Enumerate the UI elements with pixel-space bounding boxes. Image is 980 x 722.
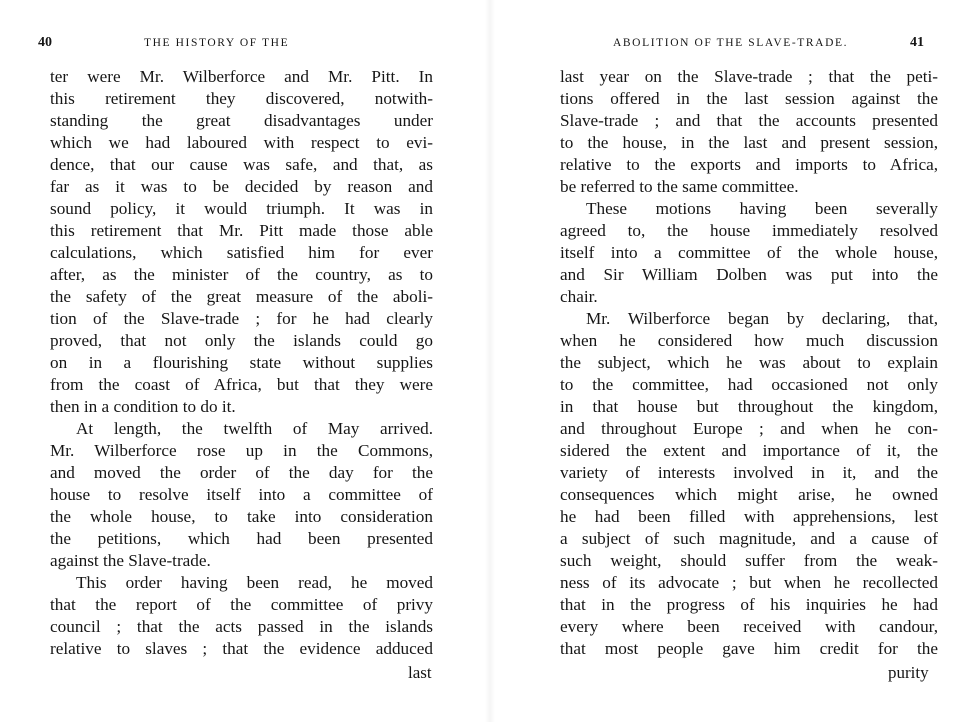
text-line: the whole house, to take into consideration <box>50 507 433 526</box>
text-line: relative to slaves ; that the evidence adduced <box>50 639 433 658</box>
right-page-body <box>560 66 938 660</box>
text-line: and Sir William Dolben was put into the <box>560 265 938 284</box>
text-line: proved, that not only the islands could go <box>50 331 433 350</box>
text-line: house to resolve itself into a committee of <box>50 485 433 504</box>
text-line: which we had laboured with respect to evi- <box>50 133 433 152</box>
text-line: This order having been read, he moved <box>76 573 433 592</box>
text-line: At length, the twelfth of May arrived. <box>76 419 433 438</box>
left-running-head: THE HISTORY OF THE <box>144 37 290 49</box>
text-line: calculations, which satisfied him for ever <box>50 243 433 262</box>
text-line: Mr. Wilberforce began by declaring, that, <box>586 309 938 328</box>
text-line: tion of the Slave-trade ; for he had clearly <box>50 309 433 328</box>
text-line: on in a flourishing state without supplies <box>50 353 433 372</box>
text-line: far as it was to be decided by reason and <box>50 177 433 196</box>
text-line: be referred to the same committee. <box>560 177 799 196</box>
text-line: against the Slave-trade. <box>50 551 211 570</box>
text-line: variety of interests involved in it, and the <box>560 463 938 482</box>
text-line: every where been received with candour, <box>560 617 938 636</box>
text-line: that the report of the committee of privy <box>50 595 433 614</box>
left-page-body <box>50 66 433 660</box>
text-line: Slave-trade ; and that the accounts presented <box>560 111 938 130</box>
text-line: itself into a committee of the whole house, <box>560 243 938 262</box>
text-line: that in the progress of his inquiries he had <box>560 595 938 614</box>
text-line: the safety of the great measure of the aboli- <box>50 287 433 306</box>
left-page-number: 40 <box>38 35 52 50</box>
right-page-number: 41 <box>910 35 924 50</box>
text-line: chair. <box>560 287 598 306</box>
text-line: relative to the exports and imports to Africa, <box>560 155 938 174</box>
text-line: then in a condition to do it. <box>50 397 236 416</box>
text-line: sidered the extent and importance of it, the <box>560 441 938 460</box>
text-line: a subject of such magnitude, and a cause of <box>560 529 938 548</box>
text-line: agreed to, the house immediately resolved <box>560 221 938 240</box>
text-line: the subject, which he was about to explain <box>560 353 938 372</box>
text-line: consequences which might arise, he owned <box>560 485 938 504</box>
right-running-head: ABOLITION OF THE SLAVE-TRADE. <box>613 37 849 49</box>
right-page <box>490 0 980 722</box>
text-line: dence, that our cause was safe, and that, as <box>50 155 433 174</box>
text-line: when he considered how much discussion <box>560 331 938 350</box>
text-line: such weight, should suffer from the weak- <box>560 551 938 570</box>
text-line: to the committee, had occasioned not only <box>560 375 938 394</box>
left-catchword: last <box>408 663 432 682</box>
text-line: this retirement they discovered, notwith- <box>50 89 433 108</box>
text-line: These motions having been severally <box>586 199 938 218</box>
text-line: ter were Mr. Wilberforce and Mr. Pitt. In <box>50 67 433 86</box>
text-line: Mr. Wilberforce rose up in the Commons, <box>50 441 433 460</box>
right-catchword: purity <box>888 663 929 682</box>
text-line: from the coast of Africa, but that they were <box>50 375 433 394</box>
text-line: tions offered in the last session against the <box>560 89 938 108</box>
text-line: last year on the Slave-trade ; that the peti- <box>560 67 938 86</box>
text-line: the petitions, which had been presented <box>50 529 433 548</box>
text-line: in that house but throughout the kingdom, <box>560 397 938 416</box>
text-line: to the house, in the last and present session, <box>560 133 938 152</box>
text-line: council ; that the acts passed in the islands <box>50 617 433 636</box>
text-line: and throughout Europe ; and when he con- <box>560 419 938 438</box>
text-line: this retirement that Mr. Pitt made those able <box>50 221 433 240</box>
text-line: ness of its advocate ; but when he recollected <box>560 573 938 592</box>
text-line: and moved the order of the day for the <box>50 463 433 482</box>
text-line: after, as the minister of the country, as to <box>50 265 433 284</box>
text-line: he had been filled with apprehensions, lest <box>560 507 938 526</box>
text-line: sound policy, it would triumph. It was in <box>50 199 433 218</box>
text-line: that most people gave him credit for the <box>560 639 938 658</box>
text-line: standing the great disadvantages under <box>50 111 433 130</box>
